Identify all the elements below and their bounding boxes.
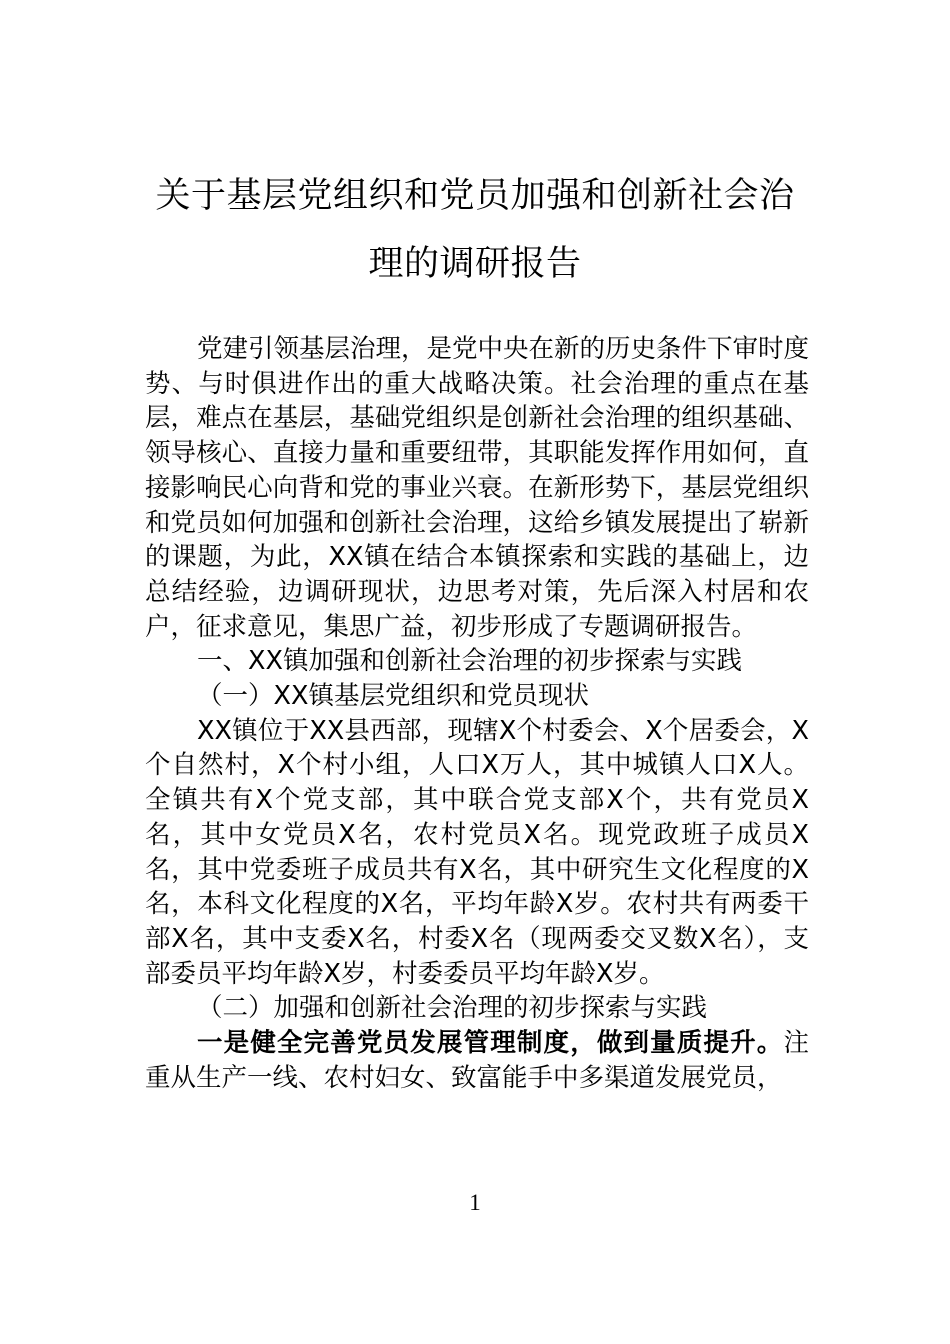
subsection-heading-2: （二）加强和创新社会治理的初步探索与实践 [197,993,708,1024]
document-body [145,332,809,1095]
intro-paragraph: 党建引领基层治理，是党中央在新的历史条件下审时度势、与时俱进作出的重大战略决策。社会治理的重点在基层，难点在基层，基础党组织是创新社会治理的组织基础、领导核心、直接力量和重要纽带，其职能发挥作用如何，直接影响民心向背和党的事业兴衰。在新形势下，基层党组织和党员如何加强和创新社会治理，这给乡镇发展提出了崭新的课题，为此，XX镇在结合本镇探索和实践的基础上，边总结经验，边调研现状，边思考对策，先后深入村居和农户，征求意见，集思广益，初步形成了专题调研报告。 [145,334,810,642]
page-number: 1 [469,1190,481,1215]
point-1-text: 注重从生产一线、农村妇女、致富能手中多渠道发展党员， [145,1028,809,1093]
section-heading-1: 一、XX镇加强和创新社会治理的初步探索与实践 [197,646,742,677]
document-title-line-2: 理的调研报告 [368,244,582,284]
status-paragraph: XX镇位于XX县西部，现辖X个村委会、X个居委会，X个自然村，X个村小组，人口X万人，其中城镇人口X人。全镇共有X个党支部，其中联合党支部X个，共有党员X名，其中女党员X名，农村党员X名。现党政班子成员X名，其中党委班子成员共有X名，其中研究生文化程度的X名，本科文化程度的X名，平均年龄X岁。农村共有两委干部X名，其中支委X名，村委X名（现两委交叉数X名），支部委员平均年龄X岁，村委委员平均年龄X岁。 [145,715,809,989]
subsection-heading-1: （一）XX镇基层党组织和党员现状 [197,681,589,712]
document-title-line-1: 关于基层党组织和党员加强和创新社会治 [155,176,795,216]
point-1-paragraph [145,1026,809,1095]
point-1-lead: 一是健全完善党员发展管理制度，做到量质提升。 [197,1028,784,1059]
